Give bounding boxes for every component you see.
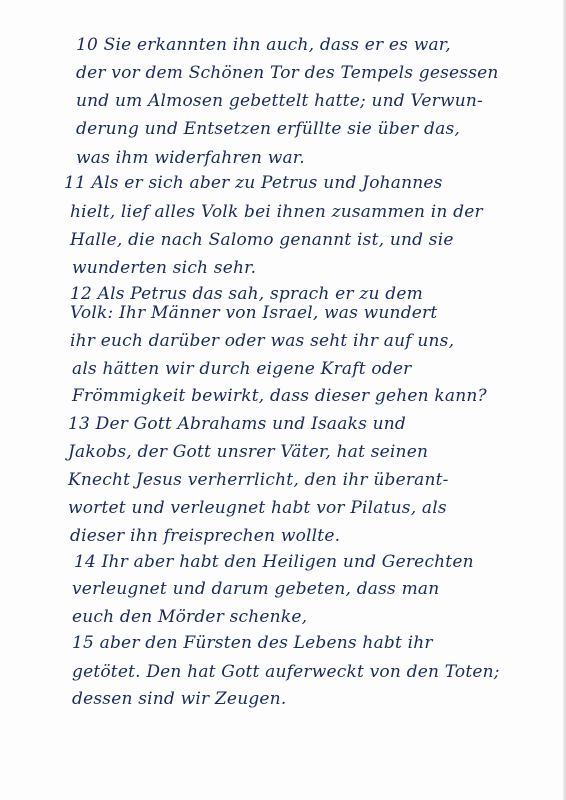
text-line-5: was ihm widerfahren war. xyxy=(76,148,305,168)
text-line-3: und um Almosen gebettelt hatte; und Verwun- xyxy=(76,91,483,111)
text-line-9: wunderten sich sehr. xyxy=(72,258,257,278)
text-line-11: Volk: Ihr Männer von Israel, was wundert xyxy=(70,303,438,323)
text-line-14: Frömmigkeit bewirkt, dass dieser gehen kann? xyxy=(72,386,487,406)
text-line-18: wortet und verleugnet habt vor Pilatus, als xyxy=(68,498,447,518)
text-line-1: 10 Sie erkannten ihn auch, dass er es war, xyxy=(76,35,451,55)
text-line-4: derung und Entsetzen erfüllte sie über das, xyxy=(76,119,461,139)
text-line-19: dieser ihn freisprechen wollte. xyxy=(70,526,341,546)
text-line-13: als hätten wir durch eigene Kraft oder xyxy=(72,359,412,379)
text-line-17: Knecht Jesus verherrlicht, den ihr überant- xyxy=(68,470,449,490)
text-line-22: euch den Mörder schenke, xyxy=(72,607,308,627)
text-line-8: Halle, die nach Salomo genannt ist, und sie xyxy=(70,230,454,250)
text-line-12: ihr euch darüber oder was seht ihr auf uns, xyxy=(70,331,455,351)
text-line-25: dessen sind wir Zeugen. xyxy=(72,689,287,709)
text-line-10: 12 Als Petrus das sah, sprach er zu dem xyxy=(70,284,423,304)
text-line-20: 14 Ihr aber habt den Heiligen und Gerechten xyxy=(74,552,474,572)
text-line-23: 15 aber den Fürsten des Lebens habt ihr xyxy=(72,633,433,653)
text-line-7: hielt, lief alles Volk bei ihnen zusammen in der xyxy=(70,202,483,222)
text-line-21: verleugnet und darum gebeten, dass man xyxy=(72,579,440,599)
text-line-6: 11 Als er sich aber zu Petrus und Johannes xyxy=(64,173,443,193)
text-line-2: der vor dem Schönen Tor des Tempels gesessen xyxy=(76,63,499,83)
text-line-15: 13 Der Gott Abrahams und Isaaks und xyxy=(68,414,406,434)
text-line-24: getötet. Den hat Gott auferweckt von den Toten; xyxy=(72,662,500,682)
text-line-16: Jakobs, der Gott unsrer Väter, hat seinen xyxy=(68,442,429,462)
